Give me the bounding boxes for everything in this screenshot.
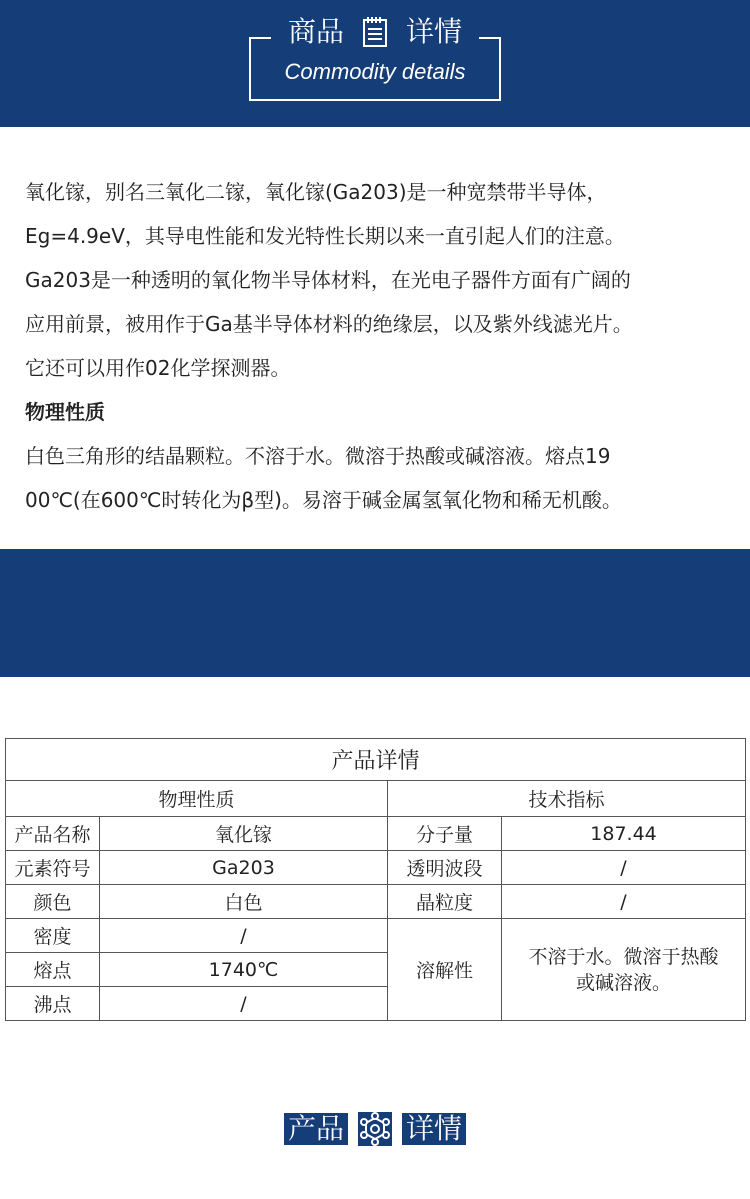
table-row bbox=[6, 885, 746, 919]
section-subtitle: Chemical composition bbox=[267, 1158, 483, 1183]
section-subtitle: Commodity details bbox=[284, 59, 466, 84]
commodity-details-banner bbox=[0, 0, 750, 127]
row-label: 元素符号 bbox=[6, 851, 100, 885]
commodity-title-frame bbox=[249, 15, 501, 101]
row-value: 白色 bbox=[100, 885, 388, 919]
row-value: 1740℃ bbox=[100, 953, 388, 987]
section-title-right: 详情 bbox=[402, 16, 466, 48]
product-description bbox=[25, 170, 737, 522]
properties-line: 00℃(在600℃时转化为β型)。易溶于碱金属氢氧化物和稀无机酸。 bbox=[25, 488, 622, 512]
row-label: 颜色 bbox=[6, 885, 100, 919]
notepad-icon bbox=[358, 15, 392, 49]
row-value: 187.44 bbox=[502, 817, 746, 851]
solubility-label: 溶解性 bbox=[388, 919, 502, 1021]
row-label: 熔点 bbox=[6, 953, 100, 987]
table-row bbox=[6, 919, 746, 953]
row-label: 晶粒度 bbox=[388, 885, 502, 919]
row-value: 氧化镓 bbox=[100, 817, 388, 851]
description-line: Ga203是一种透明的氧化物半导体材料，在光电子器件方面有广阔的 bbox=[25, 268, 631, 292]
solubility-line: 不溶于水。微溶于热酸 bbox=[528, 945, 719, 968]
section-title-left: 商品 bbox=[284, 16, 348, 48]
description-line: 氧化镓，别名三氧化二镓，氧化镓(Ga203)是一种宽禁带半导体， bbox=[25, 180, 607, 204]
molecule-icon bbox=[358, 1112, 392, 1146]
composition-title-frame bbox=[249, 1112, 501, 1199]
physical-properties-heading: 物理性质 bbox=[25, 400, 105, 424]
row-value: / bbox=[502, 885, 746, 919]
properties-line: 白色三角形的结晶颗粒。不溶于水。微溶于热酸或碱溶液。熔点19 bbox=[25, 444, 611, 468]
row-label: 沸点 bbox=[6, 987, 100, 1021]
description-line: 它还可以用作02化学探测器。 bbox=[25, 356, 291, 380]
table-row bbox=[6, 817, 746, 851]
row-label: 密度 bbox=[6, 919, 100, 953]
product-spec-table bbox=[5, 738, 746, 1021]
row-label: 透明波段 bbox=[388, 851, 502, 885]
row-label: 分子量 bbox=[388, 817, 502, 851]
row-value: / bbox=[502, 851, 746, 885]
section-title-left: 产品 bbox=[284, 1113, 348, 1145]
physical-properties-header: 物理性质 bbox=[6, 781, 388, 817]
technical-specs-header: 技术指标 bbox=[388, 781, 746, 817]
solubility-line: 或碱溶液。 bbox=[576, 971, 672, 994]
row-value: / bbox=[100, 919, 388, 953]
solubility-value bbox=[502, 919, 746, 1021]
section-title-right: 详情 bbox=[402, 1113, 466, 1145]
row-value: Ga203 bbox=[100, 851, 388, 885]
table-caption: 产品详情 bbox=[6, 739, 746, 781]
row-label: 产品名称 bbox=[6, 817, 100, 851]
description-line: Eg=4.9eV，其导电性能和发光特性长期以来一直引起人们的注意。 bbox=[25, 224, 625, 248]
description-line: 应用前景，被用作于Ga基半导体材料的绝缘层，以及紫外线滤光片。 bbox=[25, 312, 633, 336]
table-row bbox=[6, 851, 746, 885]
row-value: / bbox=[100, 987, 388, 1021]
